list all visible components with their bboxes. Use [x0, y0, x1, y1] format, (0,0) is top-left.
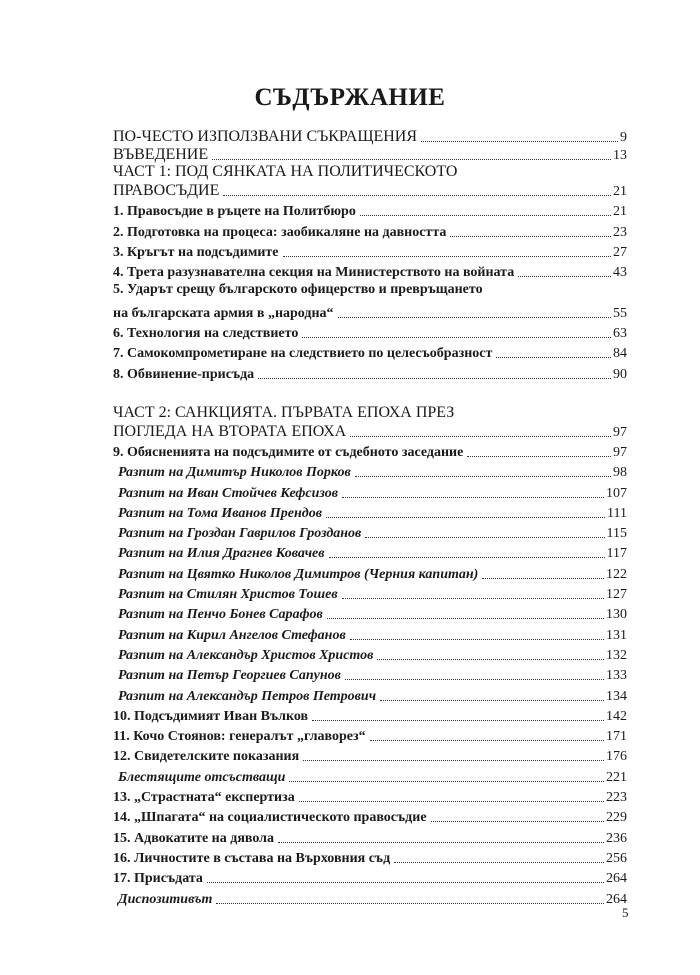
toc-entry-page: 21 — [613, 184, 627, 199]
toc-entry-page: 176 — [606, 749, 627, 765]
dot-leader — [350, 639, 604, 640]
toc-entry-introduction[interactable] — [113, 145, 627, 163]
toc-chapter-14[interactable] — [113, 805, 627, 825]
toc-entry-page: 97 — [613, 424, 627, 440]
toc-entry-page: 111 — [607, 505, 627, 521]
toc-entry-title: 7. Самокомпрометиране на следствието по целесъобразност — [113, 346, 493, 362]
toc-entry-page: 27 — [613, 244, 627, 260]
toc-sub-entry[interactable] — [113, 521, 627, 541]
toc-entry-title: Разпит на Пенчо Бонев Сарафов — [118, 607, 323, 623]
dot-leader — [496, 357, 611, 358]
toc-entry-page: 122 — [606, 566, 627, 582]
page-number: 5 — [622, 905, 629, 920]
toc-entry-page: 84 — [613, 346, 627, 362]
toc-entry-page: 142 — [606, 708, 627, 724]
toc-chapter-9[interactable] — [113, 440, 627, 460]
toc-entry-title: Разпит на Александър Петров Петрович — [118, 688, 377, 704]
toc-entry-title: 8. Обвинение-присъда — [113, 366, 255, 382]
toc-entry-page: 133 — [606, 668, 627, 684]
toc-sub-entry-dispositive[interactable] — [113, 886, 627, 906]
toc-entry-page: 130 — [606, 607, 627, 623]
dot-leader — [338, 317, 611, 318]
toc-chapter-8[interactable] — [113, 361, 627, 381]
toc-chapter-7[interactable] — [113, 341, 627, 361]
toc-sub-entry[interactable] — [113, 622, 627, 642]
toc-entry-title: 4. Трета разузнавателна секция на Министерството на войната — [113, 265, 515, 281]
toc-entry-title: 1. Правосъдие в ръцете на Политбюро — [113, 204, 356, 220]
toc-chapter-4[interactable] — [113, 260, 627, 280]
toc-chapter-12[interactable] — [113, 744, 627, 764]
toc-chapter-3[interactable] — [113, 240, 627, 260]
toc-entry-page: 98 — [613, 465, 627, 481]
toc-chapter-17[interactable] — [113, 866, 627, 886]
dot-leader — [355, 476, 611, 477]
toc-entry-page: 132 — [606, 647, 627, 663]
toc-entry-title: ВЪВЕДЕНИЕ — [113, 146, 209, 163]
toc-entry-title: Разпит на Петър Георгиев Сапунов — [118, 668, 341, 684]
toc-entry-title: 9. Обясненията на подсъдимите от съдебното заседание — [113, 444, 464, 460]
toc-entry-title: Разпит на Тома Иванов Прендов — [118, 505, 322, 521]
toc-part-1-title-line[interactable]: ЧАСТ 1: ПОД СЯНКАТА НА ПОЛИТИЧЕСКОТО — [113, 163, 458, 180]
toc-entry-title: Разпит на Кирил Ангелов Стефанов — [118, 627, 346, 643]
toc-entry-title: 6. Технология на следствието — [113, 326, 299, 342]
toc-chapter-1[interactable] — [113, 199, 627, 219]
toc-entry-page: 223 — [606, 790, 627, 806]
dot-leader — [421, 141, 618, 142]
toc-sub-entry[interactable] — [113, 460, 627, 480]
toc-entry-page: 23 — [613, 224, 627, 240]
toc-entry-title: 10. Подсъдимият Иван Вълков — [113, 708, 309, 724]
toc-entry-title: 3. Кръгът на подсъдимите — [113, 244, 279, 260]
toc-entry-page: 21 — [613, 204, 627, 220]
toc-entry-page: 97 — [613, 444, 627, 460]
toc-sub-entry-absent[interactable] — [113, 764, 627, 784]
dot-leader — [342, 598, 604, 599]
toc-entry-title: Разпит на Гроздан Гаврилов Грозданов — [118, 526, 362, 542]
toc-chapter-2[interactable] — [113, 219, 627, 239]
toc-sub-entry[interactable] — [113, 683, 627, 703]
toc-chapter-16[interactable] — [113, 846, 627, 866]
dot-leader — [342, 497, 604, 498]
toc-entry-page: 117 — [606, 546, 627, 562]
toc-entry-page: 131 — [606, 627, 627, 643]
toc-entry-page: 127 — [606, 587, 627, 603]
dot-leader — [360, 215, 611, 216]
toc-sub-entry[interactable] — [113, 582, 627, 602]
dot-leader — [377, 659, 604, 660]
toc-entry-title: ПОГЛЕДА НА ВТОРАТА ЕПОХА — [113, 422, 347, 440]
toc-entry-title: Разпит на Илия Драгнев Ковачев — [118, 546, 325, 562]
dot-leader — [302, 337, 611, 338]
dot-leader — [212, 159, 611, 160]
toc-entry-title: Блестящите отсъстващи — [118, 769, 286, 785]
toc-entry-title: Разпит на Димитър Николов Порков — [118, 465, 351, 481]
toc-entry-page: 229 — [606, 810, 627, 826]
toc-entry-title: ПО-ЧЕСТО ИЗПОЛЗВАНИ СЪКРАЩЕНИЯ — [113, 128, 418, 145]
toc-sub-entry[interactable] — [113, 541, 627, 561]
dot-leader — [370, 740, 604, 741]
toc-entry-page: 107 — [606, 485, 627, 501]
toc-sub-entry[interactable] — [113, 602, 627, 622]
toc-chapter-10[interactable] — [113, 704, 627, 724]
toc-entry-page: 236 — [606, 830, 627, 846]
toc-sub-entry[interactable] — [113, 643, 627, 663]
toc-chapter-5-title-line[interactable]: 5. Ударът срещу българското офицерство и превръщането — [113, 282, 483, 298]
dot-leader — [345, 679, 604, 680]
toc-chapter-5[interactable] — [113, 300, 627, 320]
toc-entry-title: 13. „Страстната“ експертиза — [113, 790, 295, 806]
toc-sub-entry[interactable] — [113, 501, 627, 521]
dot-leader — [223, 195, 611, 196]
dot-leader — [312, 720, 604, 721]
dot-leader — [467, 456, 611, 457]
toc-entry-title: ПРАВОСЪДИЕ — [113, 182, 220, 199]
toc-entry-page: 43 — [613, 265, 627, 281]
toc-entry-page: 264 — [606, 871, 627, 887]
toc-entry-page: 13 — [613, 148, 627, 163]
toc-entry-page: 256 — [606, 850, 627, 866]
dot-leader — [326, 517, 605, 518]
toc-entry-page: 221 — [606, 769, 627, 785]
toc-chapter-15[interactable] — [113, 825, 627, 845]
toc-entry-page: 55 — [613, 305, 627, 321]
dot-leader — [329, 557, 605, 558]
toc-chapter-13[interactable] — [113, 785, 627, 805]
toc-entry-title: 17. Присъдата — [113, 871, 203, 887]
toc-entry-title: 2. Подготовка на процеса: заобикаляне на давността — [113, 224, 447, 240]
toc-entry-page: 63 — [613, 326, 627, 342]
toc-entry-title: 12. Свидетелските показания — [113, 749, 300, 765]
toc-sub-entry[interactable] — [113, 480, 627, 500]
toc-entry-page: 90 — [613, 366, 627, 382]
toc-entry-title: Разпит на Иван Стойчев Кефсизов — [118, 485, 338, 501]
dot-leader — [450, 236, 611, 237]
toc-sub-entry[interactable] — [113, 561, 627, 581]
toc-chapter-6[interactable] — [113, 321, 627, 341]
toc-entry-title: 14. „Шпагата“ на социалистическото правосъдие — [113, 810, 427, 826]
dot-leader — [365, 537, 604, 538]
toc-part-1[interactable] — [113, 181, 627, 199]
toc-entry-abbreviations[interactable] — [113, 127, 627, 145]
toc-part-2-title-line[interactable]: ЧАСТ 2: САНКЦИЯТА. ПЪРВАТА ЕПОХА ПРЕЗ — [113, 403, 455, 421]
dot-leader — [207, 882, 604, 883]
dot-leader — [394, 862, 604, 863]
toc-entry-page: 171 — [606, 729, 627, 745]
dot-leader — [216, 903, 604, 904]
toc-entry-title: Разпит на Цвятко Николов Димитров (Черния капитан) — [118, 566, 479, 582]
dot-leader — [327, 618, 604, 619]
toc-entry-page: 134 — [606, 688, 627, 704]
dot-leader — [380, 700, 604, 701]
dot-leader — [350, 436, 611, 437]
toc-chapter-11[interactable] — [113, 724, 627, 744]
toc-entry-page: 9 — [620, 130, 627, 145]
toc-entry-title: 15. Адвокатите на дявола — [113, 830, 275, 846]
section-spacer — [113, 382, 627, 404]
toc-entry-title: Диспозитивът — [118, 891, 213, 907]
dot-leader — [518, 276, 611, 277]
dot-leader — [431, 821, 604, 822]
toc-entry-page: 264 — [606, 891, 627, 907]
toc-entry-title: 16. Личностите в състава на Върховния съд — [113, 850, 391, 866]
toc-sub-entry[interactable] — [113, 663, 627, 683]
dot-leader — [289, 781, 604, 782]
toc-entry-title: Разпит на Стилян Христов Тошев — [118, 587, 338, 603]
toc-part-2[interactable] — [113, 422, 627, 440]
dot-leader — [278, 842, 604, 843]
table-of-contents — [113, 127, 627, 907]
dot-leader — [283, 256, 611, 257]
toc-entry-page: 115 — [606, 526, 627, 542]
dot-leader — [482, 578, 604, 579]
toc-entry-title: 11. Кочо Стоянов: генералът „главорез“ — [113, 729, 366, 745]
toc-entry-title: Разпит на Александър Христов Христов — [118, 647, 374, 663]
dot-leader — [258, 378, 611, 379]
dot-leader — [299, 801, 604, 802]
dot-leader — [303, 760, 604, 761]
toc-entry-title: на българската армия в „народна“ — [113, 305, 334, 321]
page-title: СЪДЪРЖАНИЕ — [254, 84, 446, 111]
